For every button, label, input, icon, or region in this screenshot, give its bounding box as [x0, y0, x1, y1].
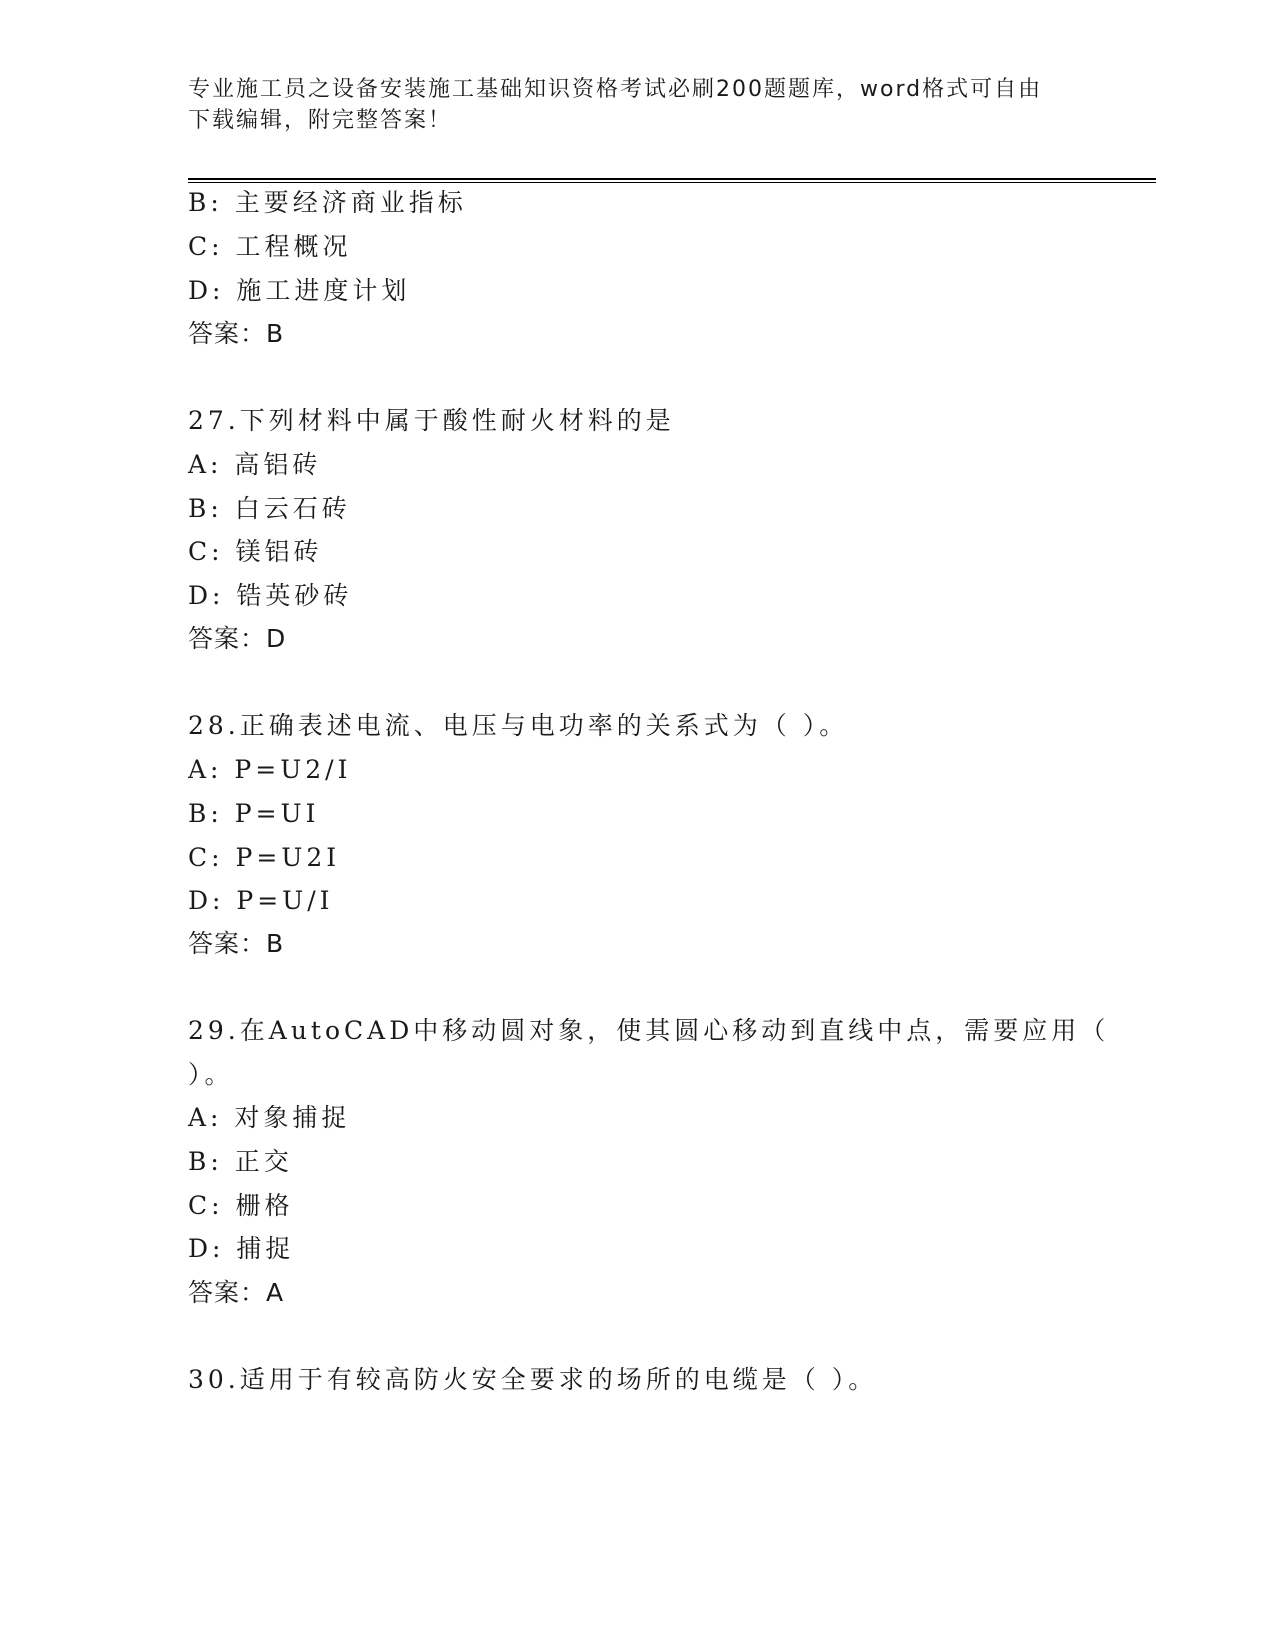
q30-question: 30.适用于有较高防火安全要求的场所的电缆是（ ）。 [188, 1365, 878, 1394]
q26-option-d: D: 施工进度计划 [188, 276, 411, 305]
q28-answer: 答案：B [188, 929, 285, 958]
header-divider [188, 178, 1156, 183]
q26-option-c: C: 工程概况 [188, 232, 352, 261]
q28-question: 28.正确表述电流、电压与电功率的关系式为（ ）。 [188, 711, 849, 740]
q26-answer: 答案：B [188, 319, 285, 348]
q29-option-a: A: 对象捕捉 [188, 1103, 351, 1132]
q27-option-a: A: 高铝砖 [188, 450, 322, 479]
q26-option-b: B: 主要经济商业指标 [188, 188, 467, 217]
header-title-line-2: 下载编辑，附完整答案！ [188, 108, 453, 133]
q27-option-d: D: 锆英砂砖 [188, 581, 353, 610]
q28-option-c: C: P=U2I [188, 843, 341, 872]
q29-option-d: D: 捕捉 [188, 1234, 295, 1263]
document-header [188, 74, 1088, 136]
q29-question-line-2: ）。 [188, 1060, 234, 1089]
header-title-line-1: 专业施工员之设备安装施工基础知识资格考试必刷200题题库，word格式可自由 [188, 77, 1043, 102]
q28-option-a: A: P=U2/I [188, 755, 352, 784]
q29-question-line-1: 29.在AutoCAD中移动圆对象，使其圆心移动到直线中点，需要应用（ [188, 1016, 1110, 1045]
q29-answer: 答案：A [188, 1278, 285, 1307]
q27-answer: 答案：D [188, 624, 287, 653]
q27-question: 27.下列材料中属于酸性耐火材料的是 [188, 406, 675, 435]
q28-option-d: D: P=U/I [188, 886, 334, 915]
q27-option-b: B: 白云石砖 [188, 494, 351, 523]
q29-option-c: C: 栅格 [188, 1191, 294, 1220]
q27-option-c: C: 镁铝砖 [188, 537, 323, 566]
q29-option-b: B: 正交 [188, 1147, 293, 1176]
q28-option-b: B: P=UI [188, 799, 320, 828]
